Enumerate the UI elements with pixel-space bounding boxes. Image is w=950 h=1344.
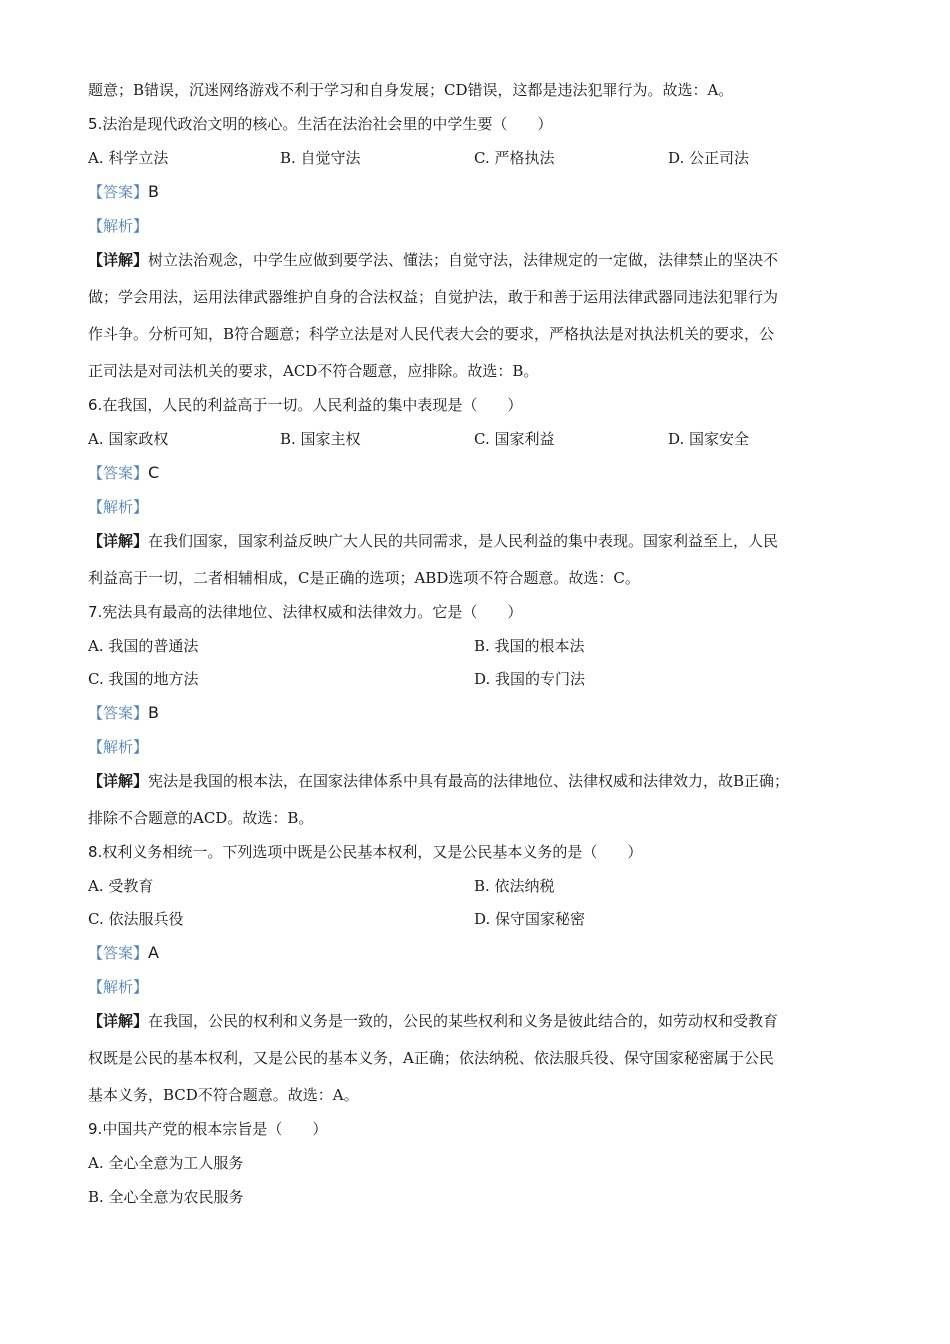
q7-option-d: D. 我国的专门法 <box>474 670 586 688</box>
q7-detail-line-1 <box>88 771 789 791</box>
q8-option-b: B. 依法纳税 <box>474 877 555 895</box>
question-number: 9. <box>88 1120 103 1138</box>
q9-option-b: B. 全心全意为农民服务 <box>88 1188 244 1206</box>
question-text: 法治是现代政治文明的核心。生活在法治社会里的中学生要（ ） <box>102 115 553 133</box>
question-number: 7. <box>88 603 103 621</box>
answer-label: 【答案】 <box>88 704 149 722</box>
answer-label: 【答案】 <box>88 464 149 482</box>
analysis-label: 【解析】 <box>88 738 149 756</box>
question-6-stem <box>88 395 522 415</box>
question-text: 权利义务相统一。下列选项中既是公民基本权利，又是公民基本义务的是（ ） <box>102 843 643 861</box>
q5-analysis-label <box>88 216 148 236</box>
q8-detail-line-1 <box>88 1011 778 1031</box>
q5-detail-line-4: 正司法是对司法机关的要求，ACD不符合题意，应排除。故选：B。 <box>88 362 539 380</box>
question-number: 5. <box>88 115 103 133</box>
question-9-stem <box>88 1119 327 1139</box>
q9-option-a: A. 全心全意为工人服务 <box>88 1154 244 1172</box>
question-7-stem <box>88 602 522 622</box>
q7-answer <box>88 703 159 723</box>
detail-text: 宪法是我国的根本法，在国家法律体系中具有最高的法律地位、法律权威和法律效力，故B正确； <box>148 772 790 790</box>
q6-option-d: D. 国家安全 <box>668 430 750 448</box>
q5-option-d: D. 公正司法 <box>668 149 750 167</box>
detail-label: 【详解】 <box>88 251 149 269</box>
answer-value: C <box>148 463 160 482</box>
detail-text: 在我国，公民的权利和义务是一致的，公民的某些权利和义务是彼此结合的，如劳动权和受教育 <box>148 1012 779 1030</box>
q7-option-c: C. 我国的地方法 <box>88 670 199 688</box>
q5-option-b: B. 自觉守法 <box>280 149 361 167</box>
q6-analysis-label <box>88 497 148 517</box>
q7-detail-line-2: 排除不合题意的ACD。故选：B。 <box>88 809 314 827</box>
question-text: 中国共产党的根本宗旨是（ ） <box>102 1120 328 1138</box>
answer-label: 【答案】 <box>88 183 149 201</box>
q8-option-c: C. 依法服兵役 <box>88 910 184 928</box>
detail-label: 【详解】 <box>88 772 149 790</box>
analysis-label: 【解析】 <box>88 498 149 516</box>
q6-option-b: B. 国家主权 <box>280 430 361 448</box>
answer-value: B <box>148 703 159 722</box>
question-number: 8. <box>88 843 103 861</box>
q5-option-a: A. 科学立法 <box>88 149 169 167</box>
q7-analysis-label <box>88 737 148 757</box>
q7-option-a: A. 我国的普通法 <box>88 637 199 655</box>
detail-text: 树立法治观念，中学生应做到要学法、懂法；自觉守法，法律规定的一定做，法律禁止的坚决不 <box>148 251 779 269</box>
q6-detail-line-1 <box>88 531 778 551</box>
q5-detail-line-3: 作斗争。分析可知，B符合题意；科学立法是对人民代表大会的要求，严格执法是对执法机关的要求，公 <box>88 325 775 343</box>
q5-option-c: C. 严格执法 <box>474 149 555 167</box>
answer-value: B <box>148 182 159 201</box>
detail-label: 【详解】 <box>88 1012 149 1030</box>
q6-option-a: A. 国家政权 <box>88 430 169 448</box>
q8-answer <box>88 943 159 963</box>
q8-detail-line-3: 基本义务，BCD不符合题意。故选：A。 <box>88 1086 359 1104</box>
q8-option-a: A. 受教育 <box>88 877 154 895</box>
q5-detail-line-1 <box>88 250 778 270</box>
question-text: 在我国，人民的利益高于一切。人民利益的集中表现是（ ） <box>102 396 523 414</box>
q5-answer <box>88 182 159 202</box>
detail-label: 【详解】 <box>88 532 149 550</box>
answer-label: 【答案】 <box>88 944 149 962</box>
q6-option-c: C. 国家利益 <box>474 430 555 448</box>
q8-analysis-label <box>88 977 148 997</box>
analysis-label: 【解析】 <box>88 978 149 996</box>
answer-value: A <box>148 943 159 962</box>
q7-option-b: B. 我国的根本法 <box>474 637 585 655</box>
question-8-stem <box>88 842 642 862</box>
question-number: 6. <box>88 396 103 414</box>
q8-option-d: D. 保守国家秘密 <box>474 910 586 928</box>
q5-detail-line-2: 做；学会用法，运用法律武器维护自身的合法权益；自觉护法，敢于和善于运用法律武器同违法犯罪行为 <box>88 288 779 306</box>
analysis-label: 【解析】 <box>88 217 149 235</box>
q6-detail-line-2: 利益高于一切，二者相辅相成，C是正确的选项；ABD选项不符合题意。故选：C。 <box>88 569 640 587</box>
detail-text: 在我们国家，国家利益反映广大人民的共同需求，是人民利益的集中表现。国家利益至上，人民 <box>148 532 779 550</box>
q6-answer <box>88 463 159 483</box>
question-text: 宪法具有最高的法律地位、法律权威和法律效力。它是（ ） <box>102 603 523 621</box>
intro-line: 题意；B错误，沉迷网络游戏不利于学习和自身发展；CD错误，这都是违法犯罪行为。故选：A。 <box>88 81 734 99</box>
q8-detail-line-2: 权既是公民的基本权利，又是公民的基本义务，A正确；依法纳税、依法服兵役、保守国家秘密属于公民 <box>88 1049 774 1067</box>
question-5-stem <box>88 114 552 134</box>
